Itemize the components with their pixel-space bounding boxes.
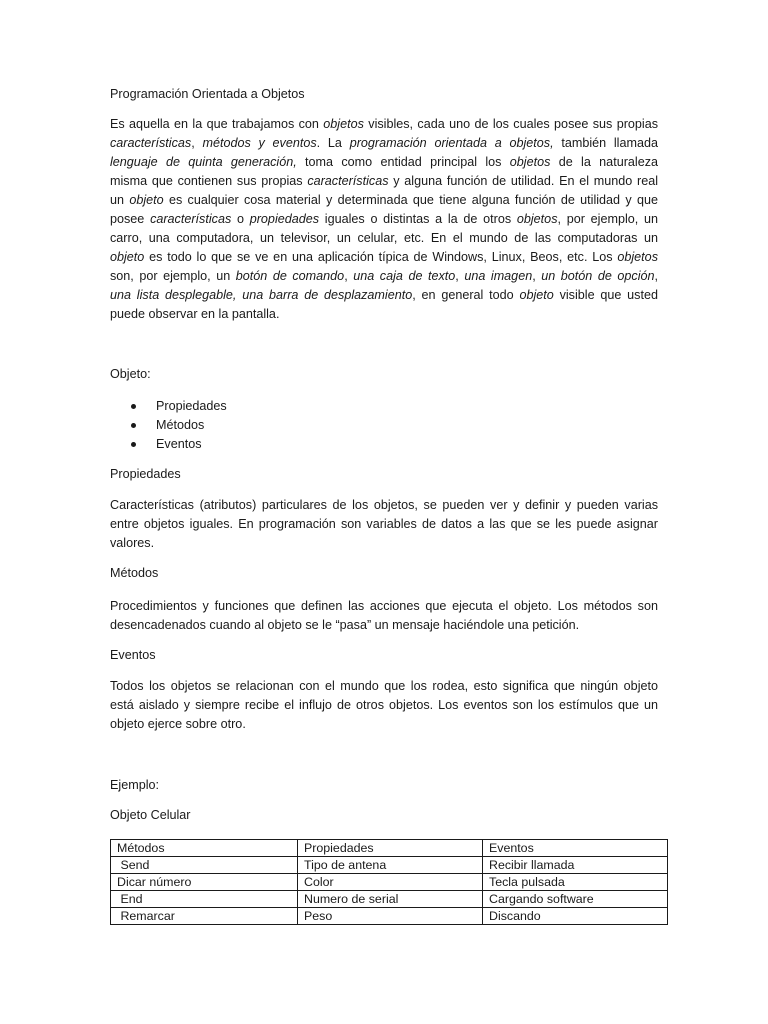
- table-header-cell: Métodos: [111, 840, 298, 857]
- intro-text-run: carro, una computadora, un televisor, un celular, etc. En el mundo de las computadoras un: [110, 231, 658, 245]
- intro-italic-run: propiedades: [249, 212, 320, 226]
- table-cell: Dicar número: [111, 874, 298, 891]
- table-cell: Tipo de antena: [298, 857, 483, 874]
- intro-text-run: visible que usted: [553, 288, 658, 302]
- table-cell: Cargando software: [483, 891, 668, 908]
- table-cell: Color: [298, 874, 483, 891]
- intro-text-run: es cualquier cosa material y determinada que tiene alguna función de utilidad y que: [163, 193, 658, 207]
- intro-text-run: de la naturaleza: [550, 155, 658, 169]
- bullet-item-propiedades: Propiedades: [110, 397, 227, 416]
- ejemplo-heading: Ejemplo:: [110, 778, 159, 792]
- intro-line: [110, 286, 658, 305]
- table-header-cell: Eventos: [483, 840, 668, 857]
- intro-text-run: ,: [455, 269, 465, 283]
- intro-text-run: ,: [191, 136, 203, 150]
- propiedades-paragraph: [110, 496, 658, 553]
- intro-text-run: o: [231, 212, 250, 226]
- intro-text-run: ,: [532, 269, 542, 283]
- table-row: [111, 874, 668, 891]
- intro-italic-run: objetos: [509, 155, 551, 169]
- table-row: [111, 857, 668, 874]
- table-cell: Discando: [483, 908, 668, 925]
- intro-line: [110, 191, 658, 210]
- table-cell: Send: [111, 857, 298, 874]
- intro-line: [110, 229, 658, 248]
- propiedades-line: valores.: [110, 536, 155, 550]
- eventos-line: Todos los objetos se relacionan con el mundo que los rodea, esto significa que ningún objeto: [110, 679, 658, 693]
- bullet-icon: [131, 423, 136, 428]
- intro-italic-run: lenguaje de quinta generación,: [110, 155, 297, 169]
- metodos-line: desencadenados cuando al objeto se le “pasa” un mensaje haciéndole una petición.: [110, 618, 580, 632]
- intro-text-run: es todo lo que se ve en una aplicación típica de Windows, Linux, Beos, etc. Los: [144, 250, 618, 264]
- intro-italic-run: características: [110, 136, 192, 150]
- intro-italic-run: objeto: [519, 288, 554, 302]
- table-cell: Tecla pulsada: [483, 874, 668, 891]
- intro-text-run: , en general todo: [412, 288, 520, 302]
- intro-line: [110, 115, 658, 134]
- propiedades-heading: Propiedades: [110, 467, 181, 481]
- intro-italic-run: una caja de texto: [353, 269, 456, 283]
- intro-italic-run: objetos: [323, 117, 364, 131]
- intro-text-run: , por ejemplo, un: [557, 212, 659, 226]
- eventos-line: está aislado y siempre recibe el influjo de otros objetos. Los eventos son los estímulos que un: [110, 698, 658, 712]
- intro-italic-run: una lista desplegable, una barra de desplazamiento: [110, 288, 413, 302]
- metodos-heading: Métodos: [110, 566, 159, 580]
- bullet-icon: [131, 442, 136, 447]
- objeto-celular-table: [110, 839, 668, 925]
- eventos-paragraph: [110, 677, 658, 734]
- intro-text-run: un: [110, 193, 130, 207]
- intro-text-run: y alguna función de utilidad. En el mundo real: [388, 174, 658, 188]
- intro-italic-run: características: [307, 174, 389, 188]
- intro-text-run: son, por ejemplo, un: [110, 269, 236, 283]
- bullet-icon: [131, 404, 136, 409]
- intro-text-run: . La: [316, 136, 350, 150]
- table-row: [111, 891, 668, 908]
- intro-italic-run: una imagen: [464, 269, 533, 283]
- intro-text-run: toma como entidad principal los: [296, 155, 510, 169]
- intro-line: [110, 172, 658, 191]
- intro-text-run: ,: [344, 269, 354, 283]
- table-cell: Peso: [298, 908, 483, 925]
- intro-line: [110, 210, 658, 229]
- objeto-heading: Objeto:: [110, 367, 151, 381]
- table-cell: Recibir llamada: [483, 857, 668, 874]
- intro-line: [110, 134, 658, 153]
- intro-italic-run: programación orientada a objetos,: [349, 136, 554, 150]
- table-header-cell: Propiedades: [298, 840, 483, 857]
- intro-italic-run: características: [150, 212, 232, 226]
- intro-line: [110, 248, 658, 267]
- intro-text-run: visibles, cada uno de los cuales posee sus propias: [363, 117, 658, 131]
- objeto-bullet-list: [110, 397, 227, 454]
- intro-italic-run: botón de comando: [235, 269, 345, 283]
- intro-text-run: también llamada: [553, 136, 658, 150]
- metodos-line: Procedimientos y funciones que definen las acciones que ejecuta el objeto. Los métodos son: [110, 599, 658, 613]
- table-cell: Remarcar: [111, 908, 298, 925]
- metodos-paragraph: [110, 597, 658, 635]
- document-title: Programación Orientada a Objetos: [110, 87, 305, 101]
- intro-text-run: puede observar en la pantalla.: [110, 307, 280, 321]
- table-row: [111, 908, 668, 925]
- intro-paragraph: [110, 115, 658, 324]
- intro-text-run: Es aquella en la que trabajamos con: [110, 117, 324, 131]
- table-cell: End: [111, 891, 298, 908]
- intro-text-run: posee: [110, 212, 151, 226]
- propiedades-line: Características (atributos) particulares de los objetos, se pueden ver y definir y pueden varias: [110, 498, 658, 512]
- intro-line: [110, 305, 658, 324]
- intro-text-run: ,: [654, 269, 659, 283]
- eventos-line: objeto ejerce sobre otro.: [110, 717, 246, 731]
- intro-line: [110, 267, 658, 286]
- intro-text-run: misma que contienen sus propias: [110, 174, 308, 188]
- table-header-row: [111, 840, 668, 857]
- table-cell: Numero de serial: [298, 891, 483, 908]
- propiedades-line: entre objetos iguales. En programación son variables de datos a las que se les puede asignar: [110, 517, 658, 531]
- intro-italic-run: objetos: [617, 250, 658, 264]
- intro-italic-run: objetos: [516, 212, 558, 226]
- intro-italic-run: métodos y eventos: [202, 136, 317, 150]
- intro-italic-run: objeto: [129, 193, 164, 207]
- intro-italic-run: objeto: [110, 250, 145, 264]
- intro-text-run: iguales o distintas a la de otros: [319, 212, 517, 226]
- bullet-item-eventos: Eventos: [110, 435, 227, 454]
- intro-italic-run: un botón de opción: [541, 269, 655, 283]
- bullet-item-metodos: Métodos: [110, 416, 227, 435]
- intro-line: [110, 153, 658, 172]
- objeto-celular-heading: Objeto Celular: [110, 808, 191, 822]
- eventos-heading: Eventos: [110, 648, 156, 662]
